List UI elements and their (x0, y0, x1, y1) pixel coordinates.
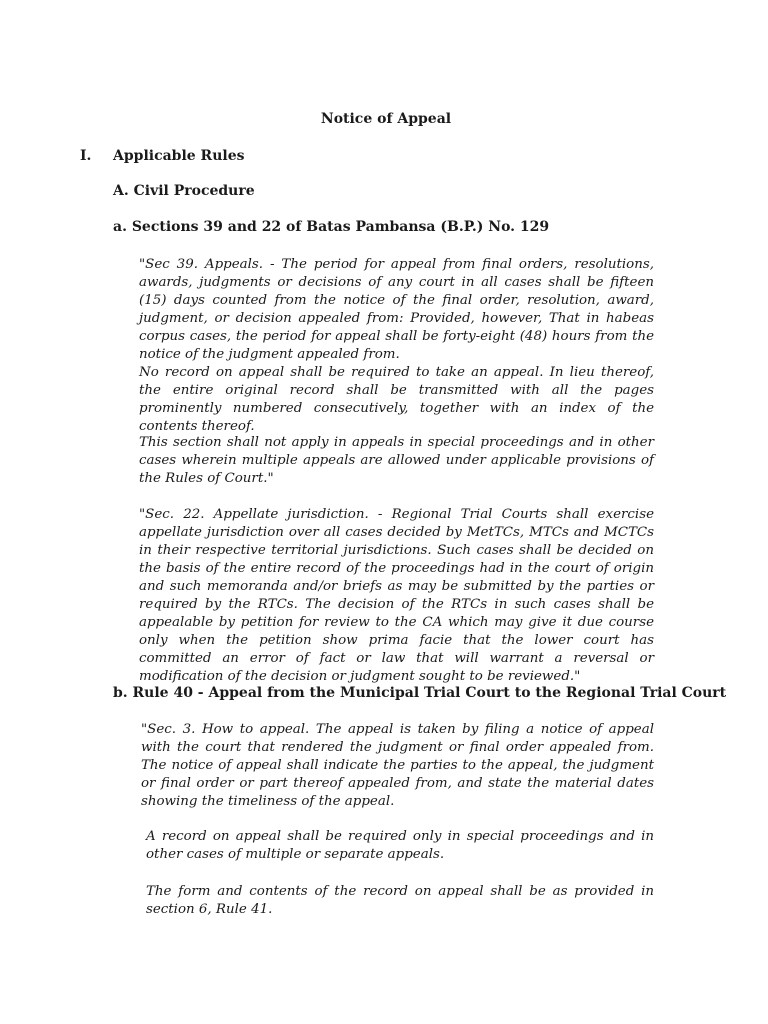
subsection-heading: A. Civil Procedure (113, 183, 255, 199)
item-a-heading: a. Sections 39 and 22 of Batas Pambansa (B.P.) No. 129 (113, 219, 550, 235)
section-title: Applicable Rules (113, 148, 245, 164)
quote-paragraph: "Sec. 3. How to appeal. The appeal is taken by filing a notice of appeal with the court that rendered the judgment or final order appealed from. The notice of appeal shall indicate the parties to the appeal, the judgment or final order or part thereof appealed from, and state the material dates showing the timeliness of the appeal. (141, 722, 654, 809)
quote-paragraph: This section shall not apply in appeals in special proceedings and in other cases wherein multiple appeals are allowed under applicable provisions of the Rules of Court." (139, 435, 654, 486)
quote-paragraph: No record on appeal shall be required to take an appeal. In lieu thereof, the entire original record shall be transmitted with all the pages prominently numbered consecutively, together with an index of the contents thereof. (139, 365, 654, 434)
section-number: I. (80, 148, 92, 164)
item-b-heading: b. Rule 40 - Appeal from the Municipal Trial Court to the Regional Trial Court (113, 685, 727, 701)
quote-paragraph: "Sec. 22. Appellate jurisdiction. - Regional Trial Courts shall exercise appellate jurisdiction over all cases decided by MetTCs, MTCs and MCTCs in their respective territorial jurisdictions. Such cases shall be decided on the basis of the entire record of the proceedings had in the court of origin and such memoranda and/or briefs as may be submitted by the parties or required by the RTCs. The decision of the RTCs in such cases shall be appealable by petition for review to the CA which may give it due course only when the petition show prima facie that the lower court has committed an error of fact or law that will warrant a reversal or modification of the decision or judgment sought to be reviewed." (139, 507, 654, 684)
quote-paragraph: A record on appeal shall be required only in special proceedings and in other cases of multiple or separate appeals. (146, 829, 654, 862)
document-title: Notice of Appeal (320, 111, 452, 127)
quote-paragraph: "Sec 39. Appeals. - The period for appeal from final orders, resolutions, awards, judgments or decisions of any court in all cases shall be fifteen (15) days counted from the notice of the final order, resolution, award, judgment, or decision appealed from: Provided, however, That in habeas corpus cases, the period for appeal shall be forty-eight (48) hours from the notice of the judgment appealed from. (139, 257, 654, 362)
quote-paragraph: The form and contents of the record on appeal shall be as provided in section 6, Rule 41. (146, 884, 654, 917)
section-heading (0, 148, 768, 166)
